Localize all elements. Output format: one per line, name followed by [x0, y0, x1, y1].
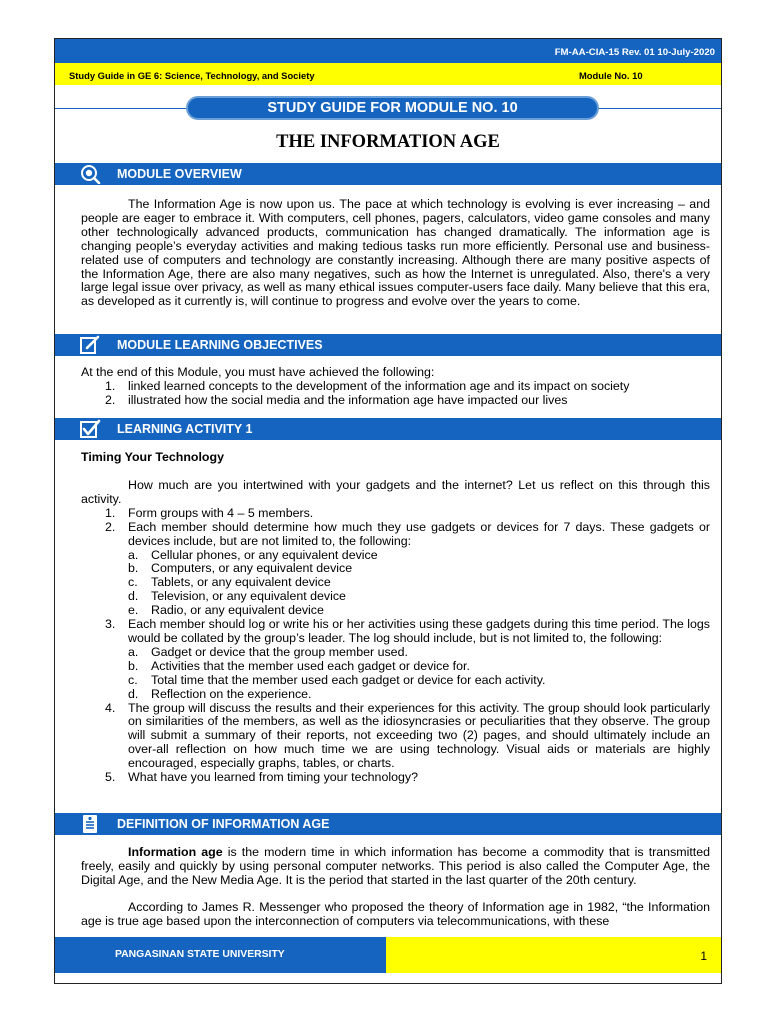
footer-page — [386, 937, 721, 973]
list-item: c. Total time that the member used each gadget or device for each activity. — [128, 672, 546, 687]
document-icon — [79, 814, 101, 834]
study-guide-banner: STUDY GUIDE FOR MODULE NO. 10 — [186, 96, 599, 120]
sub-list — [128, 646, 710, 702]
list-item: a. Gadget or device that the group member used. — [128, 644, 408, 659]
objectives-block — [81, 366, 710, 408]
objectives-list — [81, 380, 710, 408]
form-code: FM-AA-CIA-15 Rev. 01 10-July-2020 — [55, 39, 721, 63]
list-item: 3. Each member should log or write his or her activities using these gadgets during this time period. The logs would be collated by the group’s leader. The log should include, but is not limited to, the following: a. Gadget or device that the group member used. b. Activities that the member used each gadget or device for. c. Total time that the member used each gadget or device for each activity. d. Reflection on the experience. — [105, 617, 710, 701]
list-item: 4. The group will discuss the results and their experiences for this activity. The group should look particularly on similarities of the members, as well as the idiosyncrasies or peculiarities that they observe. The group will submit a summary of their reports, not exceeding two (2) pages, and should ultimately include an over-all reflection on how much time we are using technology. Visual aids or materials are highly encouraged, especially graphs, tables, or charts. — [105, 700, 710, 771]
list-item: 1. Form groups with 4 – 5 members. — [105, 505, 314, 520]
activity-intro: How much are you intertwined with your gadgets and the internet? Let us reflect on this through this activity. — [81, 478, 710, 506]
document-page — [54, 38, 722, 984]
section-activity — [55, 418, 721, 440]
course-header — [55, 63, 721, 85]
list-item: d. Reflection on the experience. — [128, 686, 312, 701]
defined-term: Information age — [128, 845, 223, 859]
list-item: c. Tablets, or any equivalent device — [128, 575, 331, 590]
list-item: d. Television, or any equivalent device — [128, 589, 346, 604]
page-number: 1 — [700, 949, 707, 963]
checkbox-icon — [79, 419, 101, 439]
list-item: 5. What have you learned from timing your technology? — [105, 770, 418, 785]
section-heading: DEFINITION OF INFORMATION AGE — [117, 817, 330, 831]
module-number: Module No. 10 — [579, 70, 643, 81]
objectives-intro: At the end of this Module, you must have achieved the following: — [81, 365, 435, 379]
section-heading: LEARNING ACTIVITY 1 — [117, 422, 253, 436]
magnifier-icon — [79, 164, 101, 184]
section-objectives — [55, 334, 721, 356]
overview-paragraph: The Information Age is now upon us. The pace at which technology is evolving is ever increasing – and people are eager to embrace it. With computers, cell phones, pagers, calculators, video game consoles and many other technologically advanced products, communication has changed dramatically. The information age is changing people’s everyday activities and making tedious tasks run more efficiently. Personal use and business-related use of computers and technology are constantly increasing. Although there are many positive aspects of the Information Age, there are also many negatives, such as how the Internet is unregulated. Also, there's a very large legal issue over privacy, as well as many ethical issues computer-users face daily. Many believe that this era, as developed as it currently is, will continue to progress and evolve over the years to come. — [81, 197, 710, 309]
section-definition — [55, 813, 721, 835]
section-heading: MODULE OVERVIEW — [117, 167, 242, 181]
list-item: 2. illustrated how the social media and the information age have impacted our lives — [105, 392, 568, 407]
footer-university: PANGASINAN STATE UNIVERSITY — [55, 937, 386, 973]
definition-paragraph-2: According to James R. Messenger who proposed the theory of Information age in 1982, “the Information age is true age based upon the interconnection of computers via telecommunications, with these — [81, 900, 710, 928]
activity-block — [81, 479, 710, 785]
pencil-square-icon — [79, 335, 101, 355]
list-item: 2. Each member should determine how much they use gadgets or devices for 7 days. These gadgets or devices include, but are not limited to, the following: a. Cellular phones, or any equivalent device b. Computers, or any equivalent device c. Tablets, or any equivalent device d. Television, or any equivalent device e. Radio, or any equivalent device — [105, 519, 710, 618]
course-title: Study Guide in GE 6: Science, Technology, and Society — [69, 70, 315, 81]
sub-list — [128, 549, 710, 619]
section-overview — [55, 163, 721, 185]
activity-subtitle: Timing Your Technology — [81, 450, 224, 464]
definition-paragraph-1: Information age is the modern time in which information has become a commodity that is transmitted freely, easily and quickly by using personal computer networks. This period is also called the Computer Age, the Digital Age, and the New Media Age. It is the period that started in the last quarter of the 20th century. — [81, 845, 710, 887]
list-item: b. Activities that the member used each gadget or device for. — [128, 658, 470, 673]
list-item: a. Cellular phones, or any equivalent device — [128, 547, 378, 562]
activity-steps — [81, 507, 710, 785]
list-item: e. Radio, or any equivalent device — [128, 603, 324, 618]
list-item: b. Computers, or any equivalent device — [128, 561, 353, 576]
list-item: 1. linked learned concepts to the development of the information age and its impact on society — [105, 378, 630, 393]
document-title: THE INFORMATION AGE — [276, 132, 500, 152]
section-heading: MODULE LEARNING OBJECTIVES — [117, 338, 323, 352]
